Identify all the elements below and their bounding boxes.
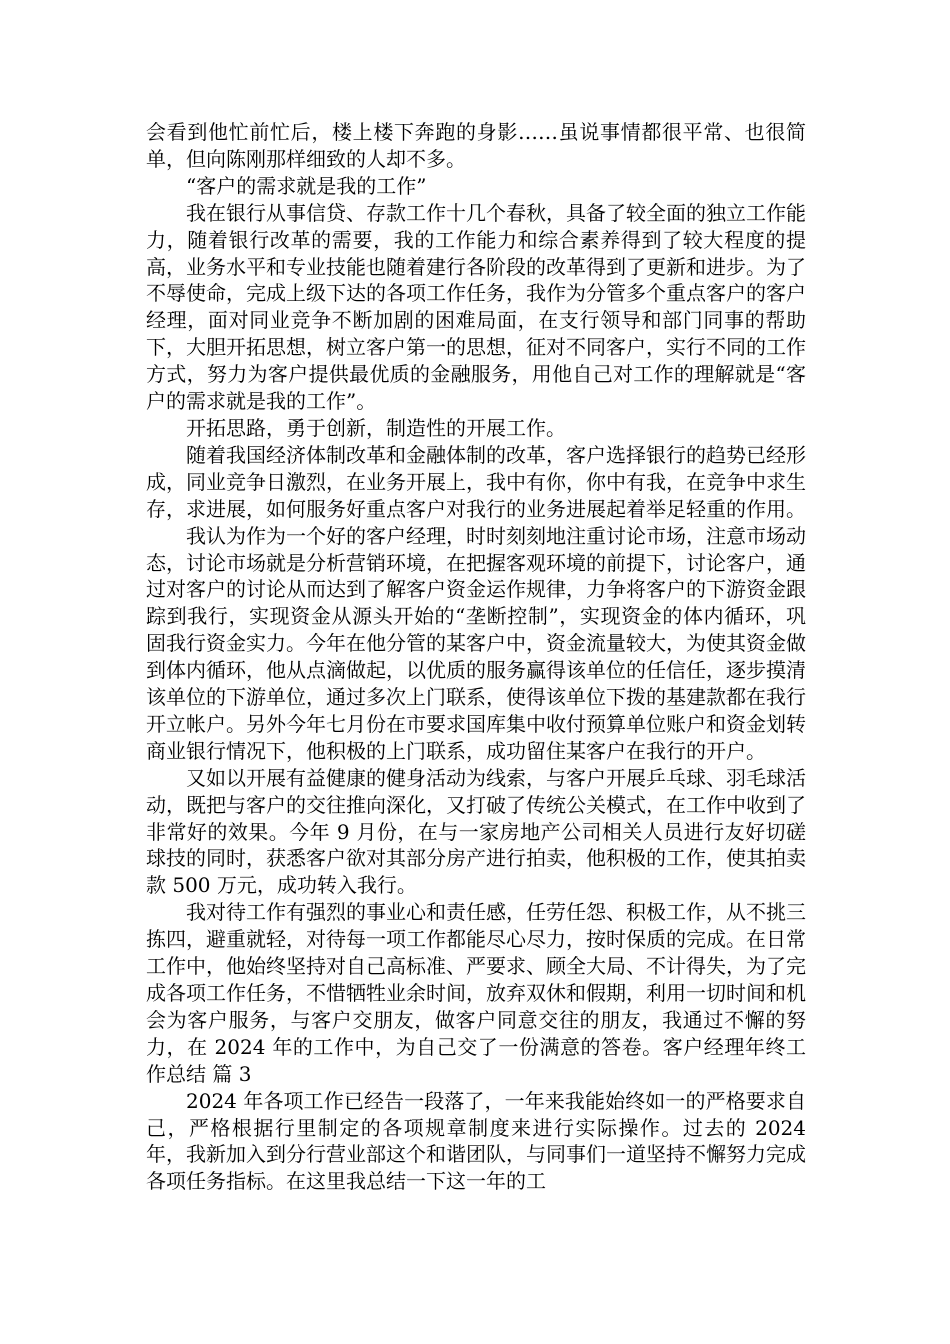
paragraph-competition: 随着我国经济体制改革和金融体制的改革，客户选择银行的趋势已经形成，同业竞争日激烈，在业务开展上，我中有你，你中有我，在竞争中求生存，求进展，如何服务好重点客户对我行的业务进展起着举足轻重的作用。 <box>146 442 806 521</box>
paragraph-part-3-intro: 2024 年各项工作已经告一段落了，一年来我能始终如一的严格要求自己，严格根据行里制定的各项规章制度来进行实际操作。过去的 2024 年，我新加入到分行营业部这个和谐团队，与同事们一道坚持不懈努力完成各项任务指标。在这里我总结一下这一年的工 <box>146 1088 806 1194</box>
document-page <box>146 119 806 1195</box>
paragraph-work-attitude: 我对待工作有强烈的事业心和责任感，任劳任怨、积极工作，从不挑三拣四，避重就轻，对待每一项工作都能尽心尽力，按时保质的完成。在日常工作中，他始终坚持对自己高标准、严要求、顾全大局、不计得失，为了完成各项工作任务，不惜牺牲业余时间，放弃双休和假期，利用一切时间和机会为客户服务，与客户交朋友，做客户同意交往的朋友，我通过不懈的努力，在 2024 年的工作中，为自己交了一份满意的答卷。客户经理年终工作总结 篇 3 <box>146 900 806 1086</box>
paragraph-career-overview: 我在银行从事信贷、存款工作十几个春秋，具备了较全面的独立工作能力，随着银行改革的需要，我的工作能力和综合素养得到了较大程度的提高，业务水平和专业技能也随着建行各阶段的改革得到了更新和进步。为了不辱使命，完成上级下达的各项工作任务，我作为分管多个重点客户的客户经理，面对同业竞争不断加剧的困难局面，在支行领导和部门同事的帮助下，大胆开拓思想，树立客户第一的思想，征对不同客户，实行不同的工作方式，努力为客户提供最优质的金融服务，用他自己对工作的理解就是“客户的需求就是我的工作”。 <box>146 200 806 414</box>
section-heading-innovation: 开拓思路，勇于创新，制造性的开展工作。 <box>186 415 566 440</box>
paragraph-sports-activities: 又如以开展有益健康的健身活动为线索，与客户开展乒乓球、羽毛球活动，既把与客户的交往推向深化，又打破了传统公关模式，在工作中收到了非常好的效果。今年 9 月份，在与一家房地产公司相关人员进行友好切磋球技的同时，获悉客户欲对其部分房产进行拍卖，他积极的工作，使其拍卖款 500 万元，成功转入我行。 <box>146 765 806 898</box>
paragraph-market-research: 我认为作为一个好的客户经理，时时刻刻地注重讨论市场，注意市场动态，讨论市场就是分析营销环境，在把握客观环境的前提下，讨论客户，通过对客户的讨论从而达到了解客户资金运作规律，力争将客户的下游资金跟踪到我行，实现资金从源头开始的“垄断控制”，实现资金的体内循环，巩固我行资金实力。今年在他分管的某客户中，资金流量较大，为使其资金做到体内循环，他从点滴做起，以优质的服务赢得该单位的任信任，逐步摸清该单位的下游单位，通过多次上门联系，使得该单位下拨的基建款都在我行开立帐户。另外今年七月份在市要求国库集中收付预算单位账户和资金划转商业银行情况下，他积极的上门联系，成功留住某客户在我行的开户。 <box>146 523 806 763</box>
paragraph-continuation: 会看到他忙前忙后，楼上楼下奔跑的身影……虽说事情都很平常、也很简单，但向陈刚那样细致的人却不多。 <box>146 120 806 171</box>
section-heading-client-needs: “客户的需求就是我的工作” <box>186 173 427 198</box>
